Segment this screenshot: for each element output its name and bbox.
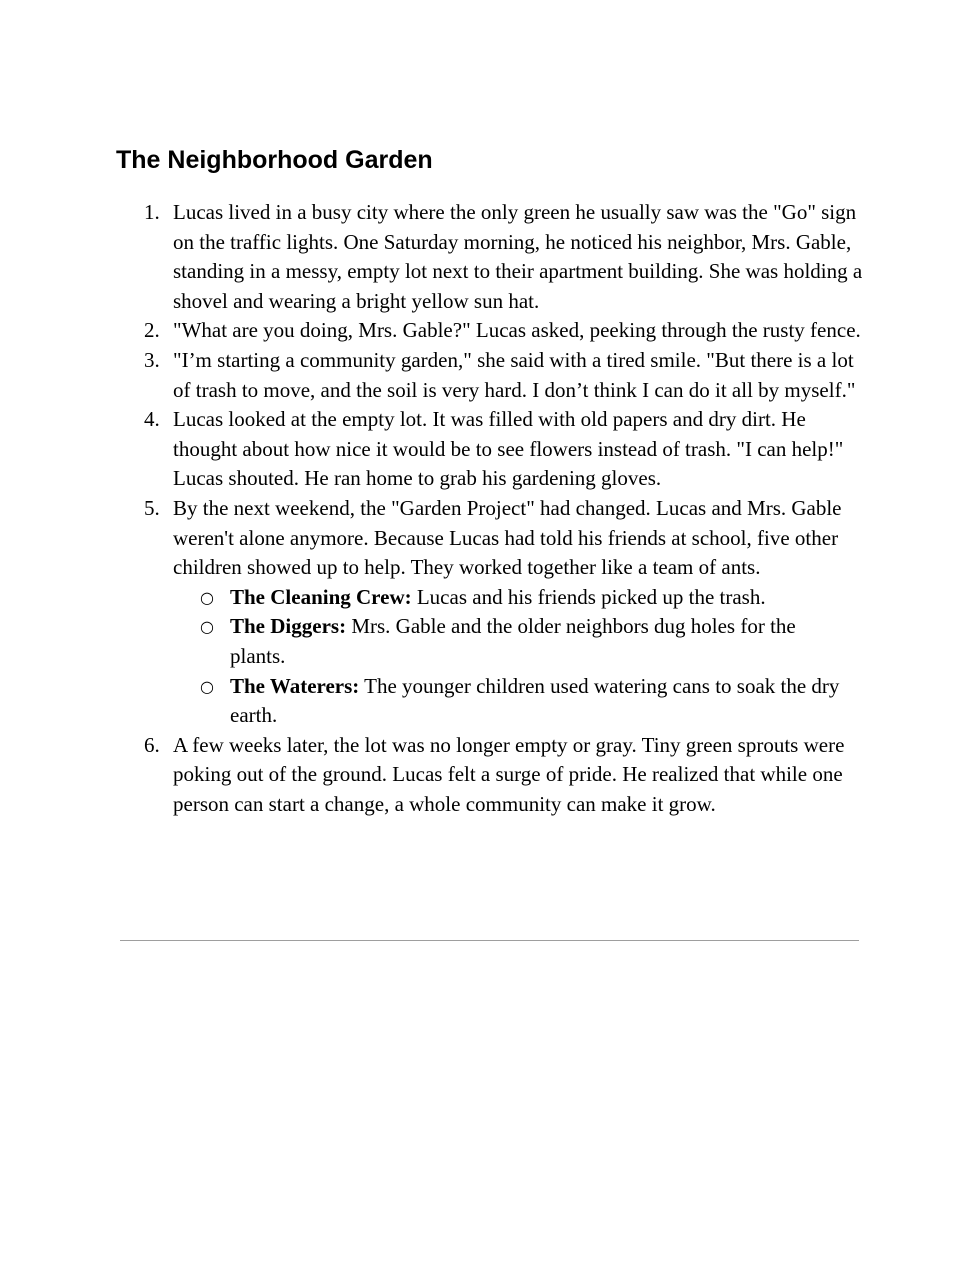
list-number: 5. xyxy=(144,495,160,520)
list-number: 3. xyxy=(144,347,160,372)
list-item xyxy=(0,405,873,494)
story-list xyxy=(0,198,979,819)
role-list xyxy=(0,583,873,731)
role-term: The Cleaning Crew: xyxy=(230,584,412,609)
list-number: 6. xyxy=(144,732,160,757)
role-term: The Waterers: xyxy=(230,673,360,698)
role-description: The younger children used watering cans to soak the dry earth. xyxy=(230,673,840,728)
list-number: 4. xyxy=(144,407,160,432)
list-item xyxy=(0,198,873,316)
list-item-text: Lucas lived in a busy city where the only green he usually saw was the "Go" sign on the traffic lights. One Saturday morning, he noticed his neighbor, Mrs. Gable, standing in a messy, empty lot next to their apartment building. She was holding a shovel and wearing a bright yellow sun hat. xyxy=(173,200,863,313)
list-item-text: Lucas looked at the empty lot. It was filled with old papers and dry dirt. He thought about how nice it would be to see flowers instead of trash. "I can help!" Lucas shouted. He ran home to grab his gardening gloves. xyxy=(173,407,844,491)
hollow-circle-bullet-icon: ○ xyxy=(200,587,214,607)
hollow-circle-bullet-icon: ○ xyxy=(200,676,214,696)
list-item-text: "What are you doing, Mrs. Gable?" Lucas asked, peeking through the rusty fence. xyxy=(173,318,861,343)
list-item xyxy=(0,494,873,731)
list-item-text: By the next weekend, the "Garden Project" had changed. Lucas and Mrs. Gable weren't alone anymore. Because Lucas had told his friends at school, five other children showed up to help. They worked together like a team of ants. xyxy=(173,495,842,580)
role-item-cleaning-crew xyxy=(0,583,850,613)
list-item-text: A few weeks later, the lot was no longer empty or gray. Tiny green sprouts were poking out of the ground. Lucas felt a surge of pride. He realized that while one person can start a change, a whole community can make it grow. xyxy=(173,732,845,816)
list-item xyxy=(0,316,873,346)
list-item xyxy=(0,731,873,820)
list-number: 1. xyxy=(144,200,160,224)
role-item-diggers xyxy=(0,612,850,671)
role-description: Mrs. Gable and the older neighbors dug holes for the plants. xyxy=(230,614,796,668)
role-item-waterers xyxy=(0,672,850,731)
list-item xyxy=(0,346,873,405)
horizontal-divider xyxy=(120,940,859,941)
role-term: The Diggers: xyxy=(230,614,347,639)
document-title: The Neighborhood Garden xyxy=(116,146,433,174)
list-number: 2. xyxy=(144,318,160,343)
hollow-circle-bullet-icon: ○ xyxy=(200,617,214,637)
list-item-text: "I’m starting a community garden," she said with a tired smile. "But there is a lot of trash to move, and the soil is very hard. I don’t think I can do it all by myself." xyxy=(173,347,856,402)
role-description: Lucas and his friends picked up the trash. xyxy=(411,584,766,609)
